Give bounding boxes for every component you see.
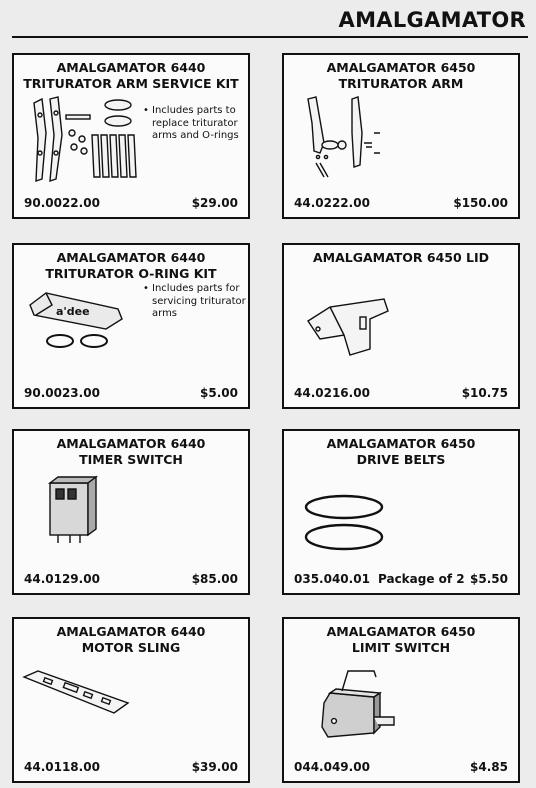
triturator-arm-illustration [302, 93, 412, 187]
part-number: 035.040.01 [294, 572, 370, 586]
price: $29.00 [191, 196, 238, 210]
product-note: • Includes parts for servicing triturator arms [152, 283, 256, 321]
part-number: 44.0118.00 [24, 760, 100, 774]
product-title-line1: AMALGAMATOR 6440 [56, 624, 206, 639]
product-title-line1: AMALGAMATOR 6450 [326, 624, 476, 639]
product-title [284, 60, 518, 92]
part-number: 44.0216.00 [294, 386, 370, 400]
price: $5.00 [200, 386, 238, 400]
product-title [14, 624, 248, 656]
product-card-motor-sling [12, 617, 250, 783]
product-title-line1: AMALGAMATOR 6450 [326, 60, 476, 75]
product-title-line2: TRITURATOR O-RING KIT [45, 266, 217, 281]
timer-switch-illustration [44, 473, 104, 545]
product-title-line2: TRITURATOR ARM [338, 76, 464, 91]
product-title-line1: AMALGAMATOR 6440 [56, 250, 206, 265]
product-card-timer-switch [12, 429, 250, 595]
page-header [0, 0, 536, 37]
drive-belts-illustration [298, 487, 408, 563]
product-title [284, 624, 518, 656]
product-title [284, 436, 518, 468]
product-title-line1: AMALGAMATOR 6450 [326, 436, 476, 451]
product-notes [142, 283, 256, 321]
price: $4.85 [470, 760, 508, 774]
product-title [14, 250, 248, 282]
product-card-lid [282, 243, 520, 409]
arm-kit-illustration [28, 93, 142, 185]
product-card-drive-belts [282, 429, 520, 595]
product-card-trituator-arm-service-kit [12, 53, 250, 219]
product-title-line2: TIMER SWITCH [79, 452, 183, 467]
product-title [14, 60, 248, 92]
product-title-line2: LIMIT SWITCH [351, 640, 451, 655]
price: $150.00 [453, 196, 508, 210]
product-title [14, 436, 248, 468]
part-number: 044.049.00 [294, 760, 370, 774]
price: $39.00 [191, 760, 238, 774]
product-title-line2: DRIVE BELTS [356, 452, 446, 467]
part-number: 44.0222.00 [294, 196, 370, 210]
motor-sling-illustration [20, 663, 132, 727]
product-notes [142, 105, 256, 143]
product-title-line1: AMALGAMATOR 6440 [56, 436, 206, 451]
part-number: 44.0129.00 [24, 572, 100, 586]
product-card-triturator-arm [282, 53, 520, 219]
header-rule [12, 36, 528, 38]
price: $10.75 [461, 386, 508, 400]
part-number: 90.0022.00 [24, 196, 100, 210]
package-quantity: Package of 2 [378, 572, 465, 586]
limit-switch-illustration [314, 667, 404, 745]
product-card-limit-switch [282, 617, 520, 783]
part-number: 90.0023.00 [24, 386, 100, 400]
price: $85.00 [191, 572, 238, 586]
product-title [284, 250, 518, 266]
price: $5.50 [470, 572, 508, 586]
kit-label: a'dee [56, 305, 90, 318]
product-note: • Includes parts to replace triturator arms and O-rings [152, 105, 256, 143]
page-title: AMALGAMATOR [338, 8, 526, 32]
product-card-triturator-o-ring-kit [12, 243, 250, 409]
product-title-line1: AMALGAMATOR 6450 LID [312, 250, 490, 265]
product-title-line2: MOTOR SLING [81, 640, 181, 655]
product-title-line1: AMALGAMATOR 6440 [56, 60, 206, 75]
product-title-line2: TRITURATOR ARM SERVICE KIT [23, 76, 239, 91]
o-ring-kit-illustration [26, 285, 146, 353]
lid-illustration [304, 291, 394, 361]
